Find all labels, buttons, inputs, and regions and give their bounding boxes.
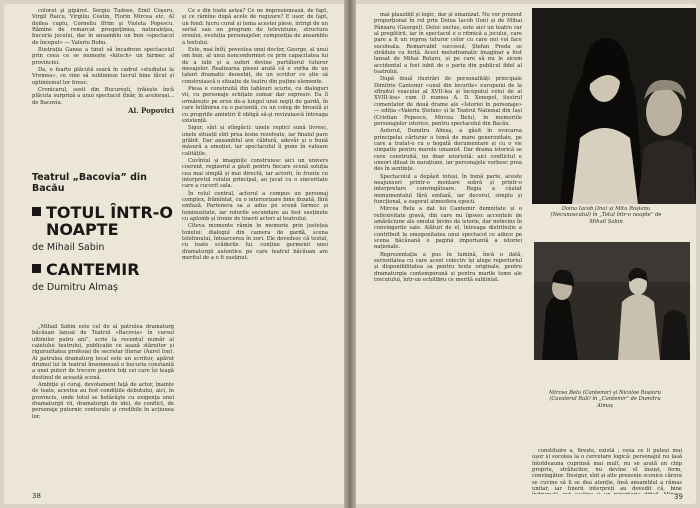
page-number-left: 38	[32, 492, 41, 500]
left-page	[4, 4, 344, 504]
book-gutter	[344, 0, 356, 508]
page-number-right: 39	[674, 493, 683, 501]
left-column-2	[182, 8, 328, 490]
paragraph: Cuvîntul și imaginile construiesc aici un univers coerent, regizorul a găsit pentru fiecare scenă soluția cea mai simplă și mai directă, iar actorii, în frunte cu interpretul rolului principal, au jucat cu o sinceritate care a cucerit sala.	[182, 157, 328, 190]
article-author: Al. Popovici	[128, 106, 174, 116]
paragraph: mai plauzibil și logic, dar și umanizat. Nu vor prezent proporțional în rol prin Doina Iacob (Ion) și de Mihai Pânzaru (Georgel). Deloc exclus, este aici un teatru rar al pregătirii, iar în spectacol e o ritmică a jocului, care pare a fi un reproș tuturor celor cu care noi voi face socoteala. Remarcabil succesul, Ștefan Preda se străduie cu forță. Acest melodramatic imaginar a fost lansat de Mihai Rotaru, și pe care să nu le zicem accidentul a fost iubit de o parte din publicul fidel al teatrului.	[374, 12, 522, 76]
paragraph: Ambiţie și curaj, devotament faţă de actor, înainte de toate, acestea au fost condițiile debutului, aici, în provincie, unde totul se hotărăşte cu exigenţa unei dramaturgii vii, dramaturgii de idei, de conflict, de personaje puternic conturate și credibile în acțiunea lor.	[32, 382, 174, 420]
paragraph: Cronicarul, sosit din București, trăiește încă plăcuta surpriză a unui spectacol tînăr, în acelorași... de Bacovia.	[32, 87, 174, 106]
article-heading	[32, 172, 182, 293]
paragraph: Spectacolul a depășit totuși, în bună parte, aceste neajunsuri printr-o montare sobră și printr-o interpretare convingătoare. Regia a căutat monumentalul fără emfază, iar decorul, simplu și funcțional, a sugerat atmosfera epocii.	[374, 173, 522, 205]
right-column-2-bottom	[532, 448, 682, 494]
right-page	[356, 4, 696, 504]
bullet-square-icon	[32, 264, 41, 273]
play1-title-line1: TOTUL ÎNTR-O	[46, 203, 174, 222]
paragraph: Sigur, sînt și stîngăcii: unele replici sună livresc, unele situații sînt prea lesne rezolvate, iar finalul pare grăbit. Dar ansamblul are căldură, adevăr și o bună măsură a emoției, iar spectacolul îi pune în valoare calitățile.	[182, 125, 328, 157]
stage-photo-1	[532, 8, 696, 204]
paragraph: Este, mai întîi, povestea unui doctor, George, al unui om bun, al unui nonconformist ce prin capacitatea lui de a iubi și a suferi devine purtătorul tuturor mesajelor. Realizarea piesei arată că e vorba de un talent dramatic deosebit, de un scriitor ce știe să construiască o situație de teatru din puține elemente.	[182, 47, 328, 85]
paragraph: Reprezentația a pus în lumină, încă o dată, seriozitatea cu care acest colectiv își alege repertoriul și disponibilitatea sa pentru texte originale, pentru dramaturgia contemporană și pentru marile teme ale trecutului, într-un echilibru ce merită subliniat.	[374, 251, 522, 284]
play1-title-line2: NOAPTE	[46, 220, 119, 239]
play2-author: de Dumitru Almaș	[32, 282, 118, 293]
right-column-1	[374, 12, 522, 490]
stage-photo-2	[534, 242, 690, 360]
paragraph: Da, o foarte plăcută seară în cadrul «studiului la Vremea», ce vine să sublinieze lucrul bine făcut și optimismul lor firesc.	[32, 67, 174, 86]
play1-author: de Mihail Sabin	[32, 242, 105, 253]
left-column-1-top	[32, 8, 174, 158]
paragraph: În rolul central, actorul a compus un personaj complex, frămîntat, cu o interiorizare bine dozată, fără emfază. Partenera sa a adus pe scenă farmec și luminozitate, iar rolurile secundare au fost susținute cu aplomb și ironie de tinerii actori ai teatrului.	[182, 190, 328, 222]
paragraph: „Mihail Sabin este cel de al patrulea dramaturg băcăuan lansat de Teatrul «Bacovia» în cursul ultimilor patru ani”, scrie la recentul număr al caietului teatrului, publicație ce așază stăruitor și rigurozitatea profesiei de secretar literar (Aurel Ion). Al patrulea dramaturg local este un scriitor, apărut drumul lui în teatrul însemnează o bucuria constantă a unei puteri de trecere pentru toţi cei care își leagă destinul de această scenă.	[32, 324, 174, 381]
left-column-1-bottom	[32, 324, 174, 492]
play2-title	[32, 261, 182, 278]
photo1-caption: Doina Iacob (Ina) și Mitu Roșianu (Necunoscutul) în „Totul într-o noapte” de Mihail Sabin	[550, 206, 662, 225]
bullet-square-icon	[32, 207, 41, 216]
paragraph: După două ilustrări de personalități principale Dimitrie Cantemir «unul din locurile» europenii de la sfîrșitul veacului al XVII-lea și începutul celui de al XVIII-lea» cum îl numea A. D. Xenopol, ilustrul comentator de două drame ale «Istoriei în personaje» — ediția «Valeriu Ștefan» și le Teatrul National din Iași (Cristian Popescu, Mircea Belu), în memoriile personajelor istorice, pentru spectacolul din Bacău.	[374, 76, 522, 127]
paragraph: Mircea Belu a dat lui Cantemir demnitate și o reflexivitate gravă, din care nu lipsesc accentele de amărăciune ale omului învins de istorie, dar neînvins în convingerile sale. Alături de el, întreaga distribuție a contribuit la omogenitatea unui spectacol ce aduce pe scena băcăuană o pagină importantă a istoriei naționale.	[374, 206, 522, 251]
photo-illustration	[532, 8, 696, 204]
paragraph: Ce e din toate astea? Ce ne impresionează, de fapt, și ce rămîne după acele de regizare? E ușor, de fapt, un fond: lucru curat și tema acestei piese, intrigi de un serial sau un program de televiziune, structura eroului, evoluția personajelor, compoziția de ansamblu a textului.	[182, 8, 328, 46]
paragraph: Piesa e construită din tablouri scurte, cu dialoguri vii, cu personaje schițate sumar dar expresiv. Ea îl urmărește pe erou de-a lungul unei nopți de gardă, în care întîlnirea cu o pacientă, cu un coleg de breaslă și cu propriile amintiri îl obligă să-și revizuiască întreaga existență.	[182, 86, 328, 124]
photo-illustration	[534, 242, 690, 360]
theatre-title: Teatrul „Bacovia” din Bacău	[32, 172, 147, 194]
paragraph: Autorul, Dumitru Almaș, a găsit în evocarea principelui cărturar o temă de mare generozitate, pe care a tratat-o cu o bogată documentare și cu o vie simpatie pentru marele umanist. Dar drama istorică se cere construită, nu doar istorisită: aici conflictul e uneori diluat în narațiune, iar personajele vorbesc prea des în sentințe.	[374, 128, 522, 173]
play1-title	[32, 204, 182, 238]
paragraph: constituire a, firește, există ; ceea ce li puteși mai ușor și socotea la o cercetare logică: personajul nu lasă întotdeauna cuprinsă mai mult, nu se arată un chip propriu, strălucitor, nu devine el însuși, ferm, convingător. Desigur, sînt și alte prezențe scenice cărora se cuvine să li se dea atenție, însă ansamblul a rămas unitar, iar tinerii interpreți au dovedit că, bine	[532, 448, 682, 493]
paragraph: Ilustrația Ganea a tinut să încadreze spectacolul prin ceea ce se numește «kitsch» un farmec al provinciei.	[32, 47, 174, 66]
play2-title-text: CANTEMIR	[46, 260, 140, 279]
paragraph: Cîteva momente rămîn în memorie prin justețea tonului: dialogul din camera de gardă, scena telefonului, întoarcerea în zori. Ele dovedesc că textul, cu toate scăderile lui, conține germenii unei dramaturgii autentice pe care teatrul băcăuan are meritul de a o fi susținut.	[182, 223, 328, 262]
paragraph: colorat şi pipăret. Sergiu Tudose, Emil Coşeru, Virgil Raicu, Virgiliu Costin, Florin Mircea etc. Al doilea cuplu, Corneliu Ifrim şi Violeta Popescu. Rămîne de remarcat prospeţimea, naturaleţea, bucuria jocului, dar în ansamblu un bun «spectacol de început» — Valeriu Bobu.	[32, 8, 174, 46]
photo2-caption: Mircea Belu (Cantemir) și Nicolae Roșioru (Cavalerul Rali) în „Cantemir” de Dumitru Almaș	[549, 390, 661, 409]
